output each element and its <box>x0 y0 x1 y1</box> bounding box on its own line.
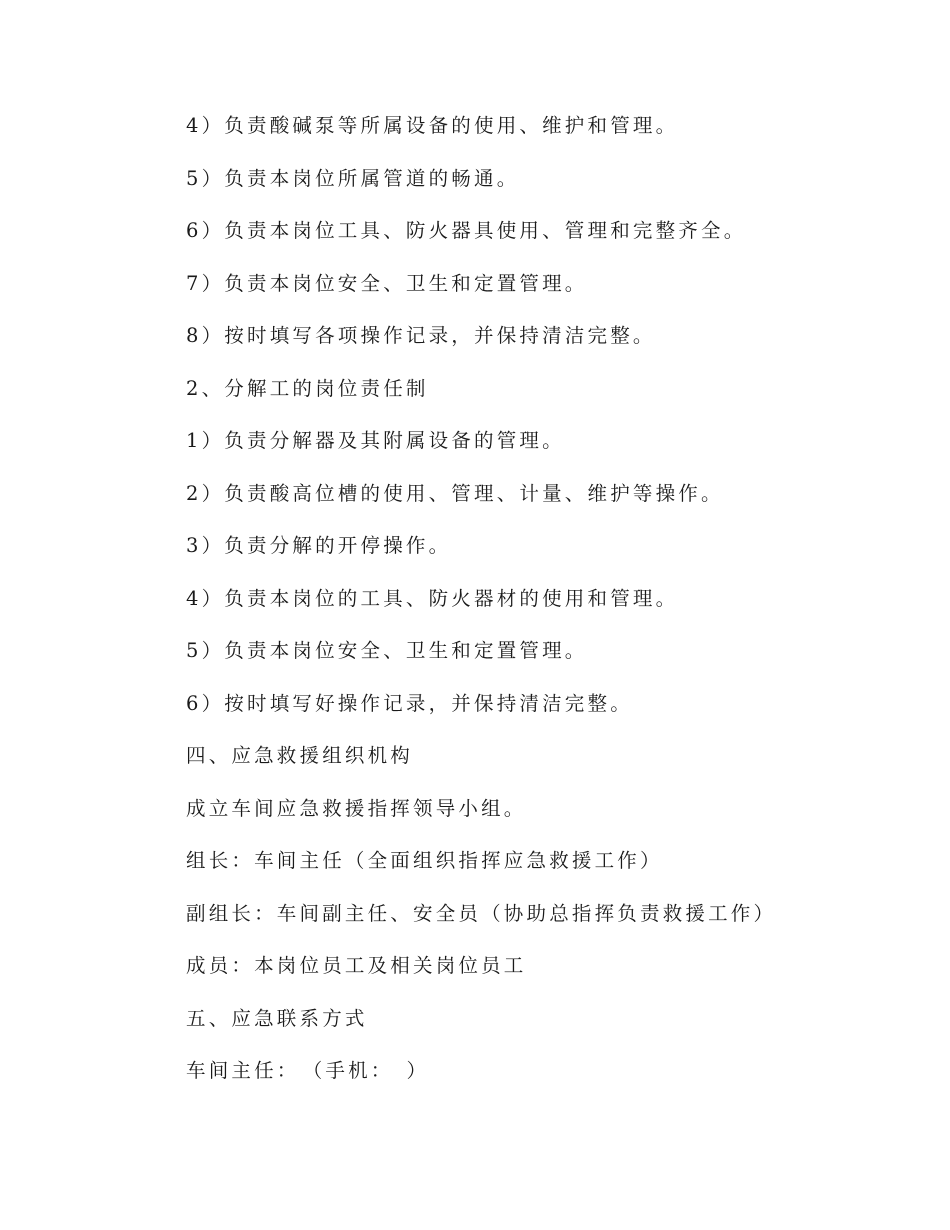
decomposer-duty-item: 3）负责分解的开停操作。 <box>186 534 452 557</box>
contact-workshop-director: 车间主任： （手机： ） <box>186 1059 430 1082</box>
duty-item-records: 8）按时填写各项操作记录，并保持清洁完整。 <box>186 324 656 347</box>
decomposer-duty-item: 4）负责本岗位的工具、防火器材的使用和管理。 <box>186 586 679 610</box>
decomposer-duty-item: 1）负责分解器及其附属设备的管理。 <box>186 429 565 452</box>
document-body <box>186 110 886 1108</box>
duty-item-acid-pump: 4）负责酸碱泵等所属设备的使用、维护和管理。 <box>186 114 679 137</box>
emergency-group-intro: 成立车间应急救援指挥领导小组。 <box>186 796 527 820</box>
decomposer-duty-item: 5）负责本岗位安全、卫生和定置管理。 <box>186 639 588 662</box>
section-heading-emergency-org: 四、应急救援组织机构 <box>186 744 414 767</box>
decomposer-duty-item: 2）负责酸高位槽的使用、管理、计量、维护等操作。 <box>186 481 724 505</box>
duty-item-safety: 7）负责本岗位安全、卫生和定置管理。 <box>186 271 588 295</box>
duty-item-pipeline: 5）负责本岗位所属管道的畅通。 <box>186 166 520 190</box>
emergency-leader: 组长：车间主任（全面组织指挥应急救援工作） <box>186 849 663 872</box>
decomposer-duty-item: 6）按时填写好操作记录，并保持清洁完整。 <box>186 691 633 715</box>
emergency-deputy-leader: 副组长：车间副主任、安全员（协助总指挥负责救援工作） <box>186 901 777 925</box>
emergency-members: 成员：本岗位员工及相关岗位员工 <box>186 954 527 977</box>
duty-item-tools-fire: 6）负责本岗位工具、防火器具使用、管理和完整齐全。 <box>186 219 747 242</box>
section-heading-contact: 五、应急联系方式 <box>186 1006 368 1030</box>
section-heading-decomposer: 2、分解工的岗位责任制 <box>186 376 429 400</box>
